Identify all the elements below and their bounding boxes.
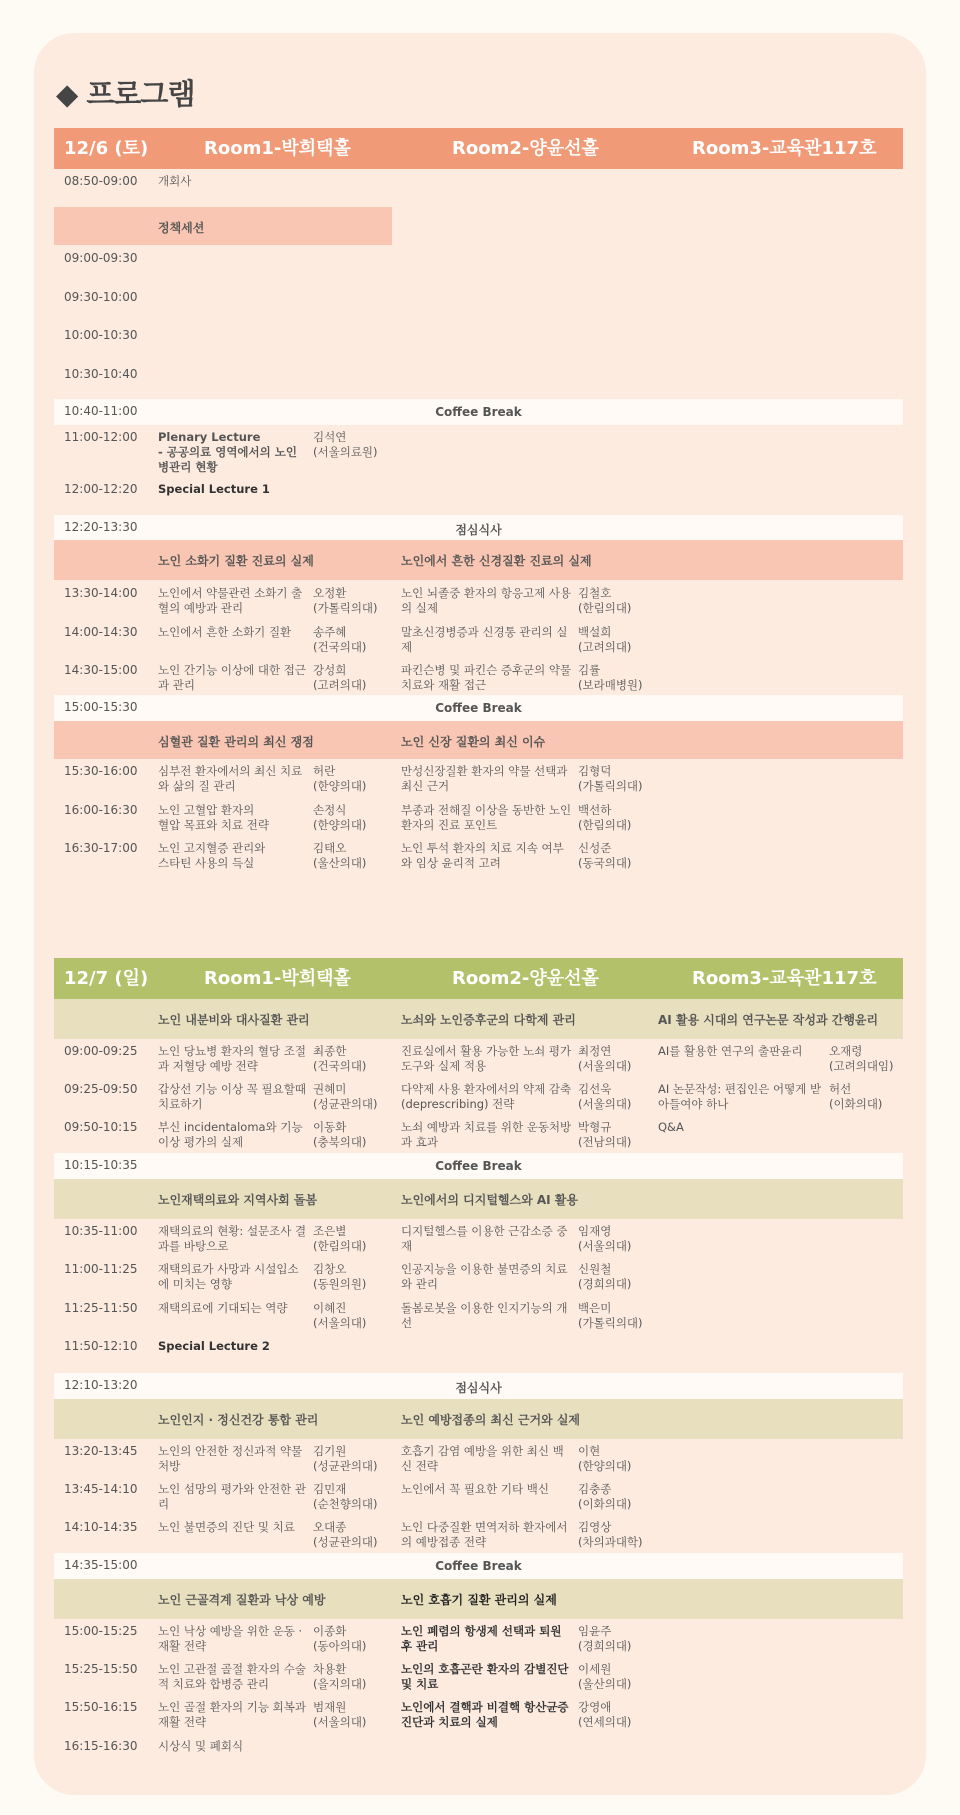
session-title: 개회사: [158, 174, 192, 188]
lecture-title: 돌봄로봇을 이용한 인지기능의 개선: [401, 1301, 568, 1330]
session-band: [54, 999, 903, 1039]
speaker: 김충종 (이화의대): [578, 1482, 632, 1511]
time-slot: 16:15-16:30: [64, 1739, 138, 1753]
speaker: 임윤주 (경희의대): [578, 1624, 632, 1653]
speaker: 송주혜 (건국의대): [313, 625, 367, 654]
lecture-title: 말초신경병증과 신경통 관리의 실제: [401, 625, 568, 654]
time-slot: 10:00-10:30: [64, 328, 138, 342]
lecture-title: 노인 투석 환자의 치료 지속 여부와 임상 윤리적 고려: [401, 841, 564, 870]
session-band-title: 노인 근골격계 질환과 낙상 예방: [158, 1593, 326, 1607]
time-slot: 14:35-15:00: [64, 1558, 138, 1572]
time-slot: 16:00-16:30: [64, 803, 138, 817]
lecture-title: 노인에서 꼭 필요한 기타 백신: [401, 1482, 549, 1496]
lecture-title: 재택의료의 현황: 설문조사 결과를 바탕으로: [158, 1224, 307, 1253]
lecture-title: AI 논문작성: 편집인은 어떻게 받아들여야 하나: [658, 1082, 822, 1111]
session-band: [54, 1579, 903, 1619]
time-slot: 14:30-15:00: [64, 663, 138, 677]
lecture-title: [158, 430, 308, 475]
lecture-title: 디지털헬스를 이용한 근감소증 중재: [401, 1224, 568, 1253]
lecture-title: 부신 incidentaloma와 기능 이상 평가의 실제: [158, 1120, 303, 1149]
break-label: Coffee Break: [435, 701, 522, 715]
lecture-title: 노인 고관절 골절 환자의 수술적 치료와 합병증 관리: [158, 1662, 306, 1691]
speaker: 이현 (한양의대): [578, 1444, 632, 1473]
break-label: Coffee Break: [435, 1559, 522, 1573]
time-slot: 08:50-09:00: [64, 174, 138, 188]
day1-date: 12/6 (토): [64, 138, 149, 159]
speaker: 김창오 (동원의원): [313, 1262, 367, 1291]
session-band-title: 노인 내분비와 대사질환 관리: [158, 1013, 310, 1027]
session-band-title: 심혈관 질환 관리의 최신 쟁점: [158, 735, 314, 749]
speaker: 차용환 (을지의대): [313, 1662, 367, 1691]
time-slot: 09:00-09:25: [64, 1044, 138, 1058]
speaker: 이종화 (동아의대): [313, 1624, 367, 1653]
session-band: [54, 540, 903, 580]
time-slot: 11:50-12:10: [64, 1339, 138, 1353]
time-slot: 09:30-10:00: [64, 290, 138, 304]
lecture-title: 노인 폐렴의 항생제 선택과 퇴원 후 관리: [401, 1624, 562, 1653]
session-band: [54, 721, 903, 759]
lecture-title: 재택의료에 기대되는 역량: [158, 1301, 288, 1315]
day1-room2: Room2-양윤선홀: [452, 138, 599, 159]
speaker: 최종한 (건국의대): [313, 1044, 367, 1073]
lecture-title: 노인 다중질환 면역저하 환자에서의 예방접종 전략: [401, 1520, 568, 1549]
break-label: 점심식사: [455, 1381, 502, 1395]
time-slot: 09:25-09:50: [64, 1082, 138, 1096]
lecture-title: 노인에서 흔한 소화기 질환: [158, 625, 292, 639]
time-slot: 09:00-09:30: [64, 251, 138, 265]
speaker: 강성희 (고려의대): [313, 663, 367, 692]
lecture-title: 심부전 환자에서의 최신 치료와 삶의 질 관리: [158, 764, 303, 793]
speaker: 신원철 (경희의대): [578, 1262, 632, 1291]
day2-date: 12/7 (일): [64, 968, 149, 989]
lecture-title: 노인 간기능 이상에 대한 접근과 관리: [158, 663, 306, 692]
speaker: 김영상 (차의과대학): [578, 1520, 643, 1549]
lecture-title: 갑상선 기능 이상 꼭 필요할때 치료하기: [158, 1082, 306, 1111]
speaker: 김선욱 (서울의대): [578, 1082, 632, 1111]
session-band-title: 노인 신장 질환의 최신 이슈: [401, 735, 546, 749]
lecture-title: 노인 불면증의 진단 및 치료: [158, 1520, 295, 1534]
speaker: 김기원 (성균관의대): [313, 1444, 378, 1473]
session-band: [54, 207, 903, 245]
speaker: 김태오 (울산의대): [313, 841, 367, 870]
time-slot: 10:35-11:00: [64, 1224, 138, 1238]
time-slot: 11:00-12:00: [64, 430, 138, 444]
lecture-title: 노인에서 약물관련 소화기 출혈의 예방과 관리: [158, 586, 303, 615]
time-slot: 15:50-16:15: [64, 1700, 138, 1714]
speaker: 권혜미 (성균관의대): [313, 1082, 378, 1111]
time-slot: 13:30-14:00: [64, 586, 138, 600]
break-label: Coffee Break: [435, 1159, 522, 1173]
time-slot: 15:00-15:30: [64, 700, 138, 714]
break-label: Coffee Break: [435, 405, 522, 419]
time-slot: 13:45-14:10: [64, 1482, 138, 1496]
time-slot: 11:25-11:50: [64, 1301, 138, 1315]
speaker: 김형덕 (가톨릭의대): [578, 764, 643, 793]
session-band: [54, 1399, 903, 1439]
session-band-title: 노인에서의 디지털헬스와 AI 활용: [401, 1193, 578, 1207]
lecture-title: 재택의료가 사망과 시설입소에 미치는 영향: [158, 1262, 299, 1291]
session-band-title: 노인 소화기 질환 진료의 실제: [158, 554, 314, 568]
day2-header: [54, 958, 903, 999]
time-slot: 12:20-13:30: [64, 520, 138, 534]
lecture-title: Q&A: [658, 1120, 684, 1134]
speaker: 범재원 (서울의대): [313, 1700, 367, 1729]
time-slot: 15:25-15:50: [64, 1662, 138, 1676]
day2-room2: Room2-양윤선홀: [452, 968, 599, 989]
time-slot: 12:00-12:20: [64, 482, 138, 496]
speaker: 이세원 (울산의대): [578, 1662, 632, 1691]
speaker: 김률 (보라매병원): [578, 663, 643, 692]
speaker: 임재영 (서울의대): [578, 1224, 632, 1253]
day1-room3: Room3-교육관117호: [692, 138, 877, 159]
speaker: 손정식 (한양의대): [313, 803, 367, 832]
speaker: 김철호 (한림의대): [578, 586, 632, 615]
lecture-title: 진료실에서 활용 가능한 노쇠 평가 도구와 실제 적용: [401, 1044, 572, 1073]
speaker: 김석연 (서울의료원): [313, 430, 378, 459]
speaker: 박형규 (전남의대): [578, 1120, 632, 1149]
speaker: 김민재 (순천향의대): [313, 1482, 378, 1511]
session-band-title: 노인에서 흔한 신경질환 진료의 실제: [401, 554, 592, 568]
day2-room1: Room1-박희택홀: [204, 968, 351, 989]
speaker: 강영애 (연세의대): [578, 1700, 632, 1729]
time-slot: 16:30-17:00: [64, 841, 138, 855]
coffee-break-row: [54, 1553, 903, 1579]
lecture-title: Special Lecture 2: [158, 1339, 270, 1353]
speaker: 오대종 (성균관의대): [313, 1520, 378, 1549]
lecture-title: 노인 섬망의 평가와 안전한 관리: [158, 1482, 306, 1511]
lecture-title: 호흡기 감염 예방을 위한 최신 백신 전략: [401, 1444, 564, 1473]
session-band-title: 노인인지 · 정신건강 통합 관리: [158, 1413, 319, 1427]
speaker: 백은미 (가톨릭의대): [578, 1301, 643, 1330]
lecture-title: 노인 고지혈증 관리와 스타틴 사용의 득실: [158, 841, 266, 870]
lecture-title: 파킨슨병 및 파킨슨 증후군의 약물치료와 재활 접근: [401, 663, 572, 692]
speaker: 백선하 (한림의대): [578, 803, 632, 832]
speaker: 오정환 (가톨릭의대): [313, 586, 378, 615]
time-slot: 09:50-10:15: [64, 1120, 138, 1134]
lecture-title-text: Plenary Lecture - 공공의료 영역에서의 노인병관리 현황: [158, 430, 297, 474]
session-band-title: 노인재택의료와 지역사회 돌봄: [158, 1193, 318, 1207]
time-slot: 15:00-15:25: [64, 1624, 138, 1638]
time-slot: 11:00-11:25: [64, 1262, 138, 1276]
session-band-title: 정책세션: [158, 221, 205, 235]
coffee-break-row: [54, 399, 903, 425]
lecture-title: 만성신장질환 환자의 약물 선택과 최신 근거: [401, 764, 568, 793]
speaker: 오재령 (고려의대임): [829, 1044, 894, 1073]
lecture-title: 노인 낙상 예방을 위한 운동 · 재활 전략: [158, 1624, 303, 1653]
lecture-title: 노인 당뇨병 환자의 혈당 조절과 저혈당 예방 전략: [158, 1044, 306, 1073]
lecture-title: 노인의 안전한 정신과적 약물 처방: [158, 1444, 303, 1473]
time-slot: 15:30-16:00: [64, 764, 138, 778]
session-band-title: 노쇠와 노인증후군의 다학제 관리: [401, 1013, 576, 1027]
closing-ceremony: 시상식 및 폐회식: [158, 1739, 244, 1753]
speaker: 조은별 (한림의대): [313, 1224, 367, 1253]
session-band-title: 노인 호흡기 질환 관리의 실제: [401, 1593, 557, 1607]
time-slot: 14:10-14:35: [64, 1520, 138, 1534]
lecture-title: 인공지능을 이용한 불면증의 치료와 관리: [401, 1262, 568, 1291]
lecture-title: AI를 활용한 연구의 출판윤리: [658, 1044, 803, 1058]
lecture-title: 노인 고혈압 환자의 혈압 목표와 치료 전략: [158, 803, 269, 832]
lecture-title: 부종과 전해질 이상을 동반한 노인 환자의 진료 포인트: [401, 803, 572, 832]
speaker: 이혜진 (서울의대): [313, 1301, 367, 1330]
lecture-title: 노인의 호흡곤란 환자의 감별진단 및 치료: [401, 1662, 569, 1691]
day2-room3: Room3-교육관117호: [692, 968, 877, 989]
coffee-break-row: [54, 1153, 903, 1179]
time-slot: 10:40-11:00: [64, 404, 138, 418]
lecture-title: 노쇠 예방과 치료를 위한 운동처방과 효과: [401, 1120, 572, 1149]
speaker: 허란 (한양의대): [313, 764, 367, 793]
day1-header: [54, 128, 903, 169]
lunch-row: [54, 1373, 903, 1399]
session-band-title: AI 활용 시대의 연구논문 작성과 간행윤리: [658, 1013, 879, 1027]
speaker: 이동화 (충북의대): [313, 1120, 367, 1149]
session-band-title: 노인 예방접종의 최신 근거와 실제: [401, 1413, 581, 1427]
lecture-title: 다약제 사용 환자에서의 약제 감축(deprescribing) 전략: [401, 1082, 572, 1111]
lecture-title: 노인 골절 환자의 기능 회복과 재활 전략: [158, 1700, 306, 1729]
lecture-title: Special Lecture 1: [158, 482, 270, 496]
speaker: 허선 (이화의대): [829, 1082, 883, 1111]
time-slot: 10:15-10:35: [64, 1158, 138, 1172]
page-title: ◆ 프로그램: [56, 77, 195, 111]
speaker: 최정연 (서울의대): [578, 1044, 632, 1073]
time-slot: 14:00-14:30: [64, 625, 138, 639]
day1-room1: Room1-박희택홀: [204, 138, 351, 159]
speaker: 백설희 (고려의대): [578, 625, 632, 654]
time-slot: 10:30-10:40: [64, 367, 138, 381]
lecture-title: 노인에서 결핵과 비결핵 항산균증 진단과 치료의 실제: [401, 1700, 569, 1729]
break-label: 점심식사: [455, 523, 502, 537]
time-slot: 13:20-13:45: [64, 1444, 138, 1458]
time-slot: 12:10-13:20: [64, 1378, 138, 1392]
coffee-break-row: [54, 695, 903, 721]
lecture-title: 노인 뇌졸중 환자의 항응고제 사용의 실제: [401, 586, 572, 615]
speaker: 신성준 (동국의대): [578, 841, 632, 870]
lunch-row: [54, 515, 903, 541]
session-band: [54, 1179, 903, 1219]
